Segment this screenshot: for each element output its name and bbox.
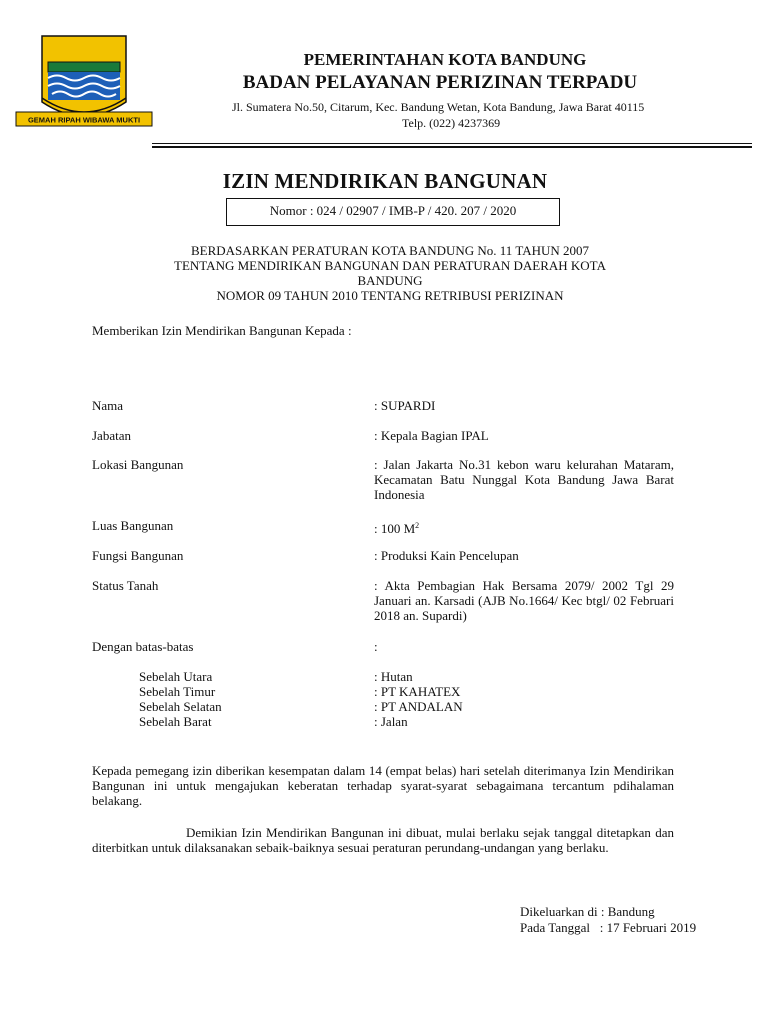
field-value-status: : Akta Pembagian Hak Bersama 2079/ 2002 Tgl 29 Januari an. Karsadi (AJB No.1664/ Kec btgl/ 02 Februari 2018 an. Supardi) — [374, 578, 674, 623]
logo-motto: GEMAH RIPAH WIBAWA MUKTI — [27, 115, 141, 125]
agency-name: BADAN PELAYANAN PERIZINAN TERPADU — [242, 72, 638, 93]
field-label-fungsi: Fungsi Bangunan — [92, 548, 184, 563]
agency-address: Jl. Sumatera No.50, Citarum, Kec. Bandung Wetan, Kota Bandung, Jawa Barat 40115 — [232, 100, 645, 114]
government-name: PEMERINTAHAN KOTA BANDUNG — [303, 50, 587, 69]
field-label-batas: Dengan batas-batas — [92, 639, 194, 654]
objection-paragraph: Kepada pemegang izin diberikan kesempatan dalam 14 (empat belas) hari setelah diterimanya Izin Mendirikan Bangunan ini untuk mengajukan keberatan terhadap syarat-syarat sebagaimana tercantum pdihalaman belakang. — [92, 763, 674, 808]
boundary-label-utara: Sebelah Utara — [139, 669, 213, 684]
field-value-batas: : — [374, 639, 378, 654]
intro-text: Memberikan Izin Mendirikan Bangunan Kepada : — [92, 323, 352, 338]
area-value: : 100 M — [374, 521, 416, 536]
field-label-lokasi: Lokasi Bangunan — [92, 457, 184, 472]
issued-place: Dikeluarkan di : Bandung — [520, 904, 655, 919]
field-value-fungsi: : Produksi Kain Pencelupan — [374, 548, 519, 563]
area-unit-superscript: 2 — [415, 521, 420, 530]
field-value-jabatan: : Kepala Bagian IPAL — [374, 428, 489, 443]
boundary-value-selatan: : PT ANDALAN — [374, 699, 463, 714]
field-label-luas: Luas Bangunan — [92, 518, 174, 533]
field-value-luas — [374, 518, 674, 536]
field-value-nama: : SUPARDI — [374, 398, 436, 413]
legal-basis-line: BANDUNG — [357, 273, 423, 288]
boundary-label-selatan: Sebelah Selatan — [139, 699, 222, 714]
agency-phone: Telp. (022) 4237369 — [402, 116, 501, 130]
bandung-city-emblem — [14, 32, 154, 130]
field-label-nama: Nama — [92, 398, 124, 413]
boundary-value-timur: : PT KAHATEX — [374, 684, 461, 699]
field-label-status: Status Tanah — [92, 578, 159, 593]
legal-basis — [120, 243, 660, 303]
legal-basis-line: BERDASARKAN PERATURAN KOTA BANDUNG No. 11 TAHUN 2007 — [190, 243, 590, 258]
header-divider-thin — [152, 143, 752, 144]
legal-basis-line: TENTANG MENDIRIKAN BANGUNAN DAN PERATURAN DAERAH KOTA — [174, 258, 606, 273]
boundary-label-barat: Sebelah Barat — [139, 714, 212, 729]
legal-basis-line: NOMOR 09 TAHUN 2010 TENTANG RETRIBUSI PERIZINAN — [216, 288, 564, 303]
document-number: Nomor : 024 / 02907 / IMB-P / 420. 207 / 2020 — [269, 203, 517, 218]
document-title: IZIN MENDIRIKAN BANGUNAN — [222, 169, 548, 193]
boundary-label-timur: Sebelah Timur — [139, 684, 216, 699]
field-value-lokasi: : Jalan Jakarta No.31 kebon waru kelurahan Mataram, Kecamatan Batu Nunggal Kota Bandung Jawa Barat Indonesia — [374, 457, 674, 502]
field-label-jabatan: Jabatan — [92, 428, 131, 443]
boundary-value-barat: : Jalan — [374, 714, 408, 729]
issued-date: Pada Tanggal : 17 Februari 2019 — [520, 920, 697, 935]
closing-paragraph: Demikian Izin Mendirikan Bangunan ini dibuat, mulai berlaku sejak tanggal ditetapkan dan diterbitkan untuk dilaksanakan sebaik-baiknya sesuai peraturan perundang-undangan yang berlaku. — [92, 825, 674, 855]
header-divider-thick — [152, 146, 752, 148]
boundary-value-utara: : Hutan — [374, 669, 413, 684]
